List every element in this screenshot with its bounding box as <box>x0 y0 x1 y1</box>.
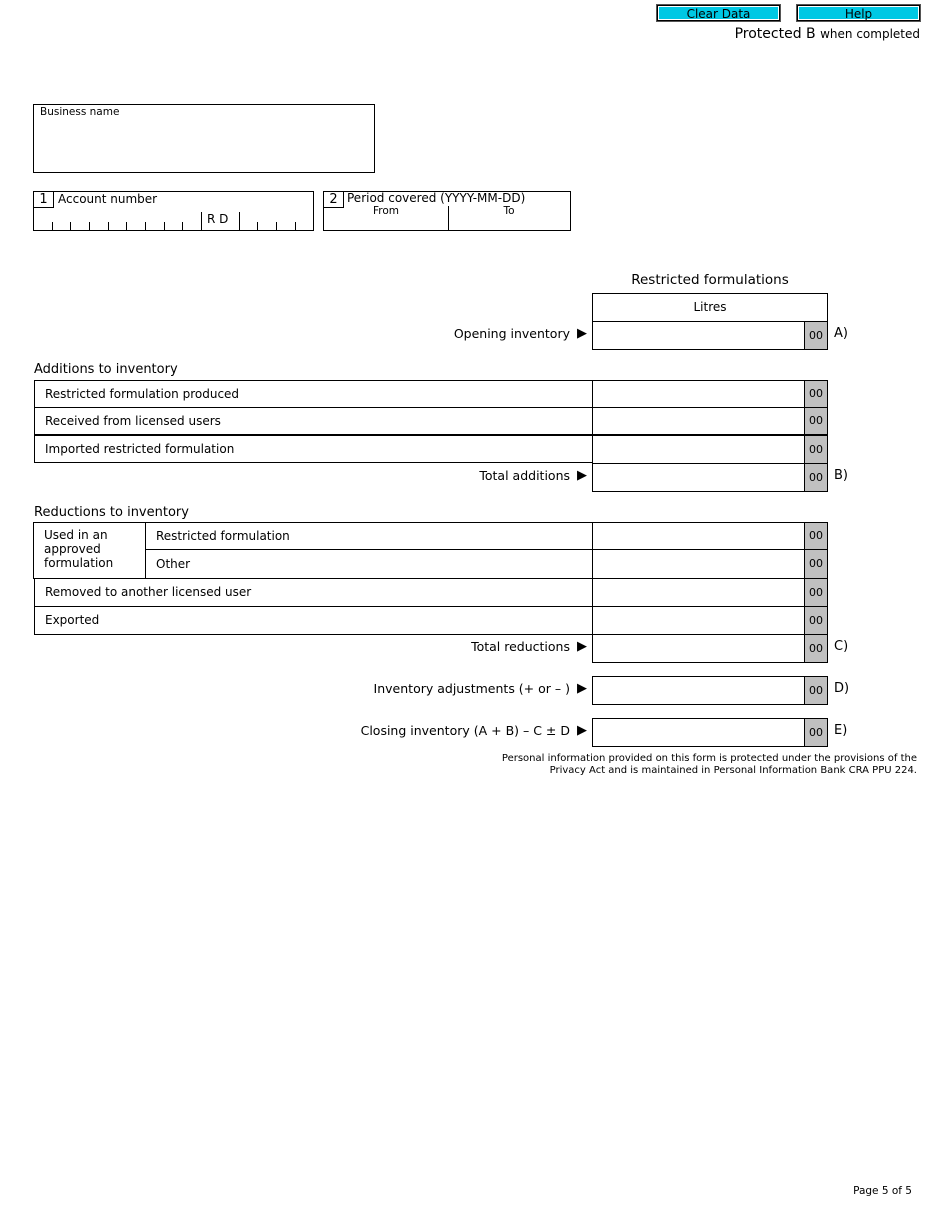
tick <box>295 222 296 230</box>
additions-title: Additions to inventory <box>34 362 178 377</box>
total-reductions-label: Total reductions <box>471 639 570 654</box>
tick <box>52 222 53 230</box>
period-covered-field <box>323 191 571 231</box>
litres-unit-header: Litres <box>592 293 828 322</box>
reductions-input[interactable] <box>592 549 828 579</box>
value-area[interactable] <box>593 607 804 634</box>
cents-cell: 00 <box>804 677 827 704</box>
cents-cell: 00 <box>804 408 827 434</box>
tick <box>276 222 277 230</box>
closing-inventory-label: Closing inventory (A + B) – C ± D <box>360 723 570 738</box>
closing-inventory-input[interactable] <box>592 718 828 747</box>
privacy-line-2: Privacy Act and is maintained in Personal Information Bank CRA PPU 224. <box>549 765 917 776</box>
privacy-notice <box>502 753 917 777</box>
cents-cell: 00 <box>804 436 827 463</box>
reductions-row-label: Other <box>145 549 593 579</box>
period-covered-label: Period covered (YYYY-MM-DD) <box>347 191 526 205</box>
value-area[interactable] <box>593 635 804 662</box>
additions-row-label: Restricted formulation produced <box>34 380 593 408</box>
line-letter-d: D) <box>834 681 850 696</box>
tick <box>182 222 183 230</box>
total-additions-input[interactable] <box>592 463 828 492</box>
reductions-input[interactable] <box>592 578 828 607</box>
account-number-label: Account number <box>58 192 158 206</box>
line-letter-a: A) <box>834 326 848 341</box>
tick <box>164 222 165 230</box>
cents-cell: 00 <box>804 607 827 634</box>
rd-divider <box>201 212 202 231</box>
privacy-line-1: Personal information provided on this form is protected under the provisions of the <box>501 753 917 764</box>
value-area[interactable] <box>593 677 804 704</box>
tick <box>257 222 258 230</box>
inventory-adjustments-input[interactable] <box>592 676 828 705</box>
line-letter-e: E) <box>834 723 848 738</box>
value-area[interactable] <box>593 381 804 407</box>
account-number-tag: 1 <box>34 192 54 208</box>
cents-cell: 00 <box>804 381 827 407</box>
cents-cell: 00 <box>804 523 827 549</box>
opening-inventory-input[interactable] <box>592 321 828 350</box>
tick <box>89 222 90 230</box>
total-additions-label: Total additions <box>479 468 570 483</box>
cents-cell: 00 <box>804 322 827 349</box>
help-button[interactable]: Help <box>797 5 920 21</box>
page-number: Page 5 of 5 <box>853 1185 912 1197</box>
protected-main: Protected B <box>734 26 816 42</box>
additions-row-label: Imported restricted formulation <box>34 435 593 463</box>
cents-cell: 00 <box>804 719 827 746</box>
reductions-title: Reductions to inventory <box>34 505 189 520</box>
value-area[interactable] <box>593 436 804 463</box>
cents-cell: 00 <box>804 464 827 491</box>
additions-row-label: Received from licensed users <box>34 407 593 435</box>
cents-cell: 00 <box>804 550 827 578</box>
value-area[interactable] <box>593 579 804 606</box>
period-covered-tag: 2 <box>324 192 344 208</box>
reductions-row-label: Restricted formulation <box>145 522 593 550</box>
tick <box>126 222 127 230</box>
reductions-input[interactable] <box>592 606 828 635</box>
additions-input[interactable] <box>592 435 828 464</box>
to-label: To <box>503 205 515 217</box>
used-in-approved-formulation-label: Used in an approved formulation <box>33 522 146 579</box>
protected-b-notice <box>735 26 920 42</box>
arrow-icon: ▶ <box>577 639 587 654</box>
line-letter-c: C) <box>834 639 849 654</box>
tick <box>108 222 109 230</box>
total-reductions-input[interactable] <box>592 634 828 663</box>
reductions-input[interactable] <box>592 522 828 550</box>
reductions-row-label: Removed to another licensed user <box>34 578 593 607</box>
line-letter-b: B) <box>834 468 848 483</box>
opening-inventory-label: Opening inventory <box>453 326 570 341</box>
arrow-icon: ▶ <box>577 723 587 738</box>
cents-cell: 00 <box>804 579 827 606</box>
business-name-field[interactable] <box>33 104 375 173</box>
period-to-input[interactable] <box>449 206 570 231</box>
account-number-field[interactable] <box>33 191 314 231</box>
protected-sub: when completed <box>820 27 920 41</box>
account-rd-label: R D <box>207 212 229 226</box>
arrow-icon: ▶ <box>577 468 587 483</box>
cents-cell: 00 <box>804 635 827 662</box>
clear-data-button[interactable]: Clear Data <box>657 5 780 21</box>
value-area[interactable] <box>593 550 804 578</box>
value-area[interactable] <box>593 719 804 746</box>
column-heading: Restricted formulations <box>631 272 789 288</box>
arrow-icon: ▶ <box>577 326 587 341</box>
additions-input[interactable] <box>592 407 828 435</box>
value-area[interactable] <box>593 322 804 349</box>
value-area[interactable] <box>593 523 804 549</box>
inventory-adjustments-label: Inventory adjustments (+ or – ) <box>373 681 570 696</box>
value-area[interactable] <box>593 408 804 434</box>
business-name-label: Business name <box>40 106 120 118</box>
period-from-input[interactable] <box>324 206 447 231</box>
tick <box>70 222 71 230</box>
value-area[interactable] <box>593 464 804 491</box>
reductions-row-label: Exported <box>34 606 593 635</box>
arrow-icon: ▶ <box>577 681 587 696</box>
additions-input[interactable] <box>592 380 828 408</box>
tick <box>145 222 146 230</box>
from-label: From <box>372 205 399 217</box>
rd-divider <box>239 212 240 231</box>
